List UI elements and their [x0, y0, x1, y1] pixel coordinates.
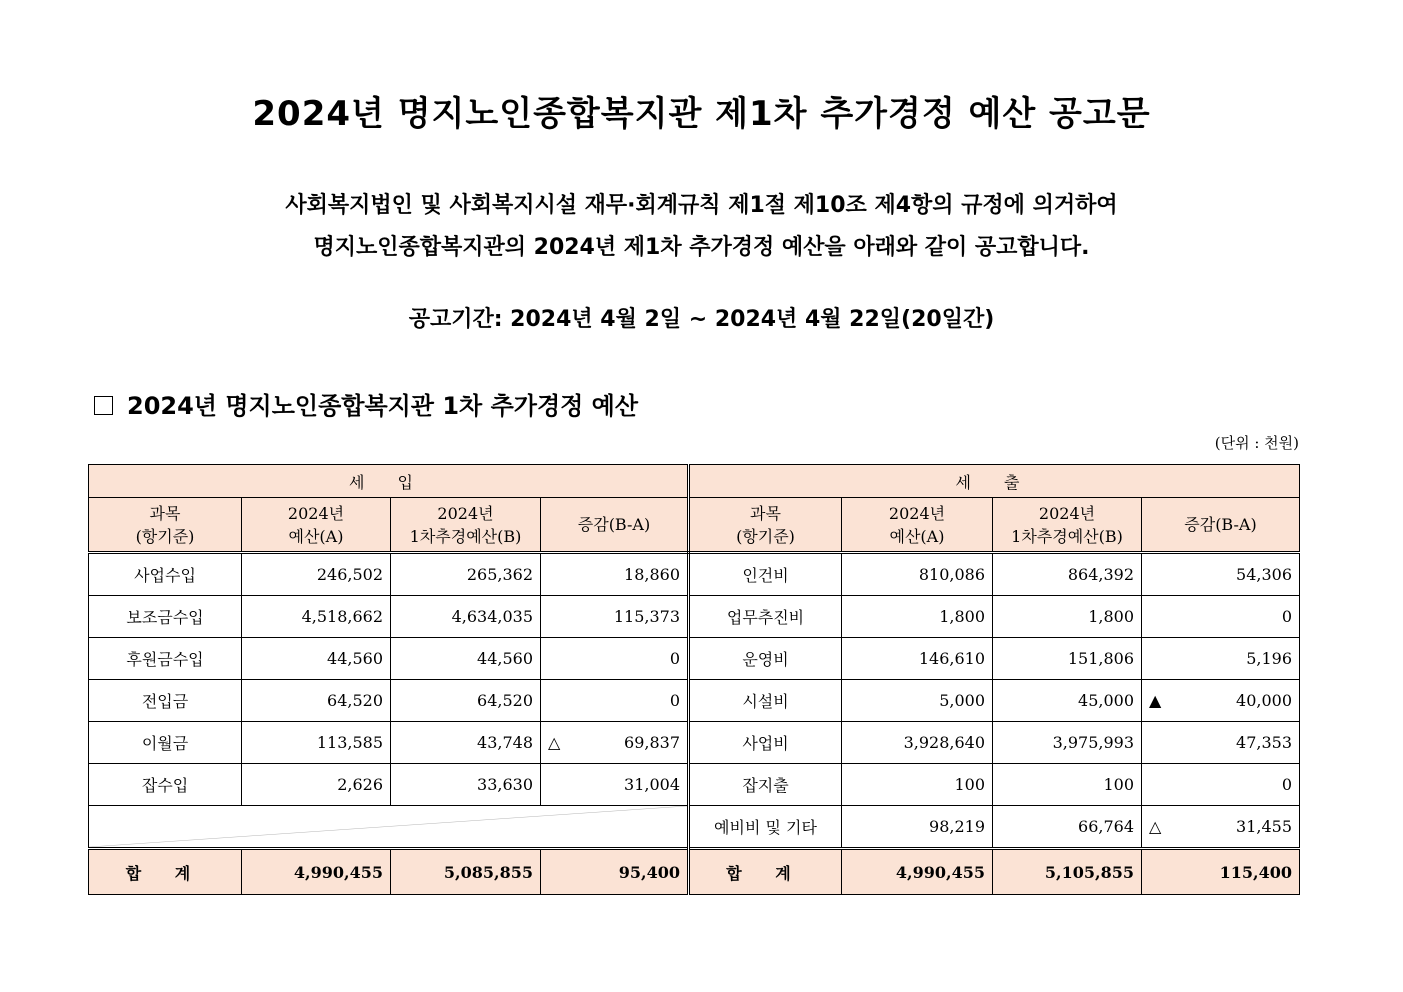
expense-diff-value: 0: [1281, 607, 1292, 626]
income-revised: 64,520: [391, 680, 541, 722]
table-row: [89, 764, 1300, 806]
expense-total-diff: 115,400: [1142, 849, 1300, 895]
expense-budget: 1,800: [842, 596, 993, 638]
income-diff-cell: [541, 553, 689, 596]
expense-subject: 예비비 및 기타: [689, 806, 842, 849]
income-subject: 전입금: [89, 680, 242, 722]
expense-subject: 운영비: [689, 638, 842, 680]
income-col-revised: 2024년 1차추경예산(B): [391, 498, 541, 553]
income-diff-cell: [541, 638, 689, 680]
income-total-diff: 95,400: [541, 849, 689, 895]
income-col-subject: 과목 (항기준): [89, 498, 242, 553]
expense-header: 세 출: [689, 465, 1300, 498]
table-row: [89, 806, 1300, 849]
income-diff-value: 31,004: [624, 775, 680, 794]
income-col-budget: 2024년 예산(A): [242, 498, 391, 553]
checkbox-square-icon: [94, 396, 113, 415]
total-row: [89, 849, 1300, 895]
expense-revised: 1,800: [993, 596, 1142, 638]
income-subject: 이월금: [89, 722, 242, 764]
expense-revised: 3,975,993: [993, 722, 1142, 764]
expense-diff-value: 54,306: [1236, 565, 1292, 584]
income-revised: 33,630: [391, 764, 541, 806]
expense-diff-value: 5,196: [1246, 649, 1292, 668]
income-subject: 잡수입: [89, 764, 242, 806]
expense-budget: 98,219: [842, 806, 993, 849]
expense-revised: 864,392: [993, 553, 1142, 596]
expense-diff-cell: [1142, 806, 1300, 849]
income-subject: 사업수입: [89, 553, 242, 596]
expense-budget: 5,000: [842, 680, 993, 722]
expense-revised: 66,764: [993, 806, 1142, 849]
expense-budget: 100: [842, 764, 993, 806]
income-diff-cell: [541, 596, 689, 638]
income-budget: 113,585: [242, 722, 391, 764]
table-row: [89, 553, 1300, 596]
income-diff-cell: [541, 680, 689, 722]
income-change-marker: △: [548, 733, 561, 752]
income-budget: 64,520: [242, 680, 391, 722]
income-total-label: 합 계: [89, 849, 242, 895]
expense-subject: 잡지출: [689, 764, 842, 806]
expense-diff-cell: [1142, 680, 1300, 722]
expense-subject: 사업비: [689, 722, 842, 764]
expense-budget: 810,086: [842, 553, 993, 596]
expense-budget: 146,610: [842, 638, 993, 680]
income-total-b: 5,085,855: [391, 849, 541, 895]
income-budget: 44,560: [242, 638, 391, 680]
announcement-period: 공고기간: 2024년 4월 2일 ~ 2024년 4월 22일(20일간): [408, 307, 995, 332]
section-title: 2024년 명지노인종합복지관 1차 추가경정 예산: [127, 392, 639, 420]
income-header: 세 입: [89, 465, 689, 498]
table-row: [89, 722, 1300, 764]
income-subject: 보조금수입: [89, 596, 242, 638]
intro-line-2: 명지노인종합복지관의 2024년 제1차 추가경정 예산을 아래와 같이 공고합니다.: [313, 235, 1090, 260]
income-diff-value: 0: [669, 691, 680, 710]
table-row: [89, 680, 1300, 722]
income-col-diff: 증감(B-A): [541, 498, 689, 553]
expense-revised: 100: [993, 764, 1142, 806]
table-row: [89, 638, 1300, 680]
income-budget: 246,502: [242, 553, 391, 596]
expense-subject: 시설비: [689, 680, 842, 722]
expense-change-marker: △: [1149, 817, 1162, 836]
unit-note: (단위 : 천원): [1214, 434, 1299, 452]
group-header-row: [89, 465, 1300, 498]
expense-total-label: 합 계: [689, 849, 842, 895]
expense-diff-cell: [1142, 638, 1300, 680]
expense-total-a: 4,990,455: [842, 849, 993, 895]
expense-col-diff: 증감(B-A): [1142, 498, 1300, 553]
expense-diff-value: 40,000: [1236, 691, 1292, 710]
expense-diff-cell: [1142, 722, 1300, 764]
income-subject: 후원금수입: [89, 638, 242, 680]
expense-diff-value: 31,455: [1236, 817, 1292, 836]
expense-total-b: 5,105,855: [993, 849, 1142, 895]
expense-diff-cell: [1142, 596, 1300, 638]
diagonal-line: [89, 806, 687, 847]
income-revised: 44,560: [391, 638, 541, 680]
expense-diff-cell: [1142, 764, 1300, 806]
income-revised: 43,748: [391, 722, 541, 764]
income-budget: 2,626: [242, 764, 391, 806]
income-diff-value: 18,860: [624, 565, 680, 584]
income-revised: 265,362: [391, 553, 541, 596]
income-diff-cell: [541, 722, 689, 764]
income-diff-cell: [541, 764, 689, 806]
empty-diagonal-cell: [89, 806, 689, 849]
intro-line-1: 사회복지법인 및 사회복지시설 재무·회계규칙 제1절 제10조 제4항의 규정에 의거하여: [285, 193, 1118, 218]
expense-subject: 인건비: [689, 553, 842, 596]
table-row: [89, 596, 1300, 638]
column-header-row: [89, 498, 1300, 553]
income-diff-value: 69,837: [624, 733, 680, 752]
expense-revised: 45,000: [993, 680, 1142, 722]
expense-diff-value: 0: [1281, 775, 1292, 794]
income-total-a: 4,990,455: [242, 849, 391, 895]
expense-col-subject: 과목 (항기준): [689, 498, 842, 553]
expense-diff-value: 47,353: [1236, 733, 1292, 752]
page-title: 2024년 명지노인종합복지관 제1차 추가경정 예산 공고문: [252, 94, 1151, 134]
income-revised: 4,634,035: [391, 596, 541, 638]
expense-col-budget: 2024년 예산(A): [842, 498, 993, 553]
section-heading: [94, 386, 638, 421]
budget-table: [88, 464, 1300, 895]
expense-subject: 업무추진비: [689, 596, 842, 638]
expense-col-revised: 2024년 1차추경예산(B): [993, 498, 1142, 553]
expense-budget: 3,928,640: [842, 722, 993, 764]
expense-revised: 151,806: [993, 638, 1142, 680]
income-diff-value: 115,373: [613, 607, 680, 626]
income-budget: 4,518,662: [242, 596, 391, 638]
expense-change-marker: ▲: [1149, 691, 1162, 710]
expense-diff-cell: [1142, 553, 1300, 596]
income-diff-value: 0: [669, 649, 680, 668]
